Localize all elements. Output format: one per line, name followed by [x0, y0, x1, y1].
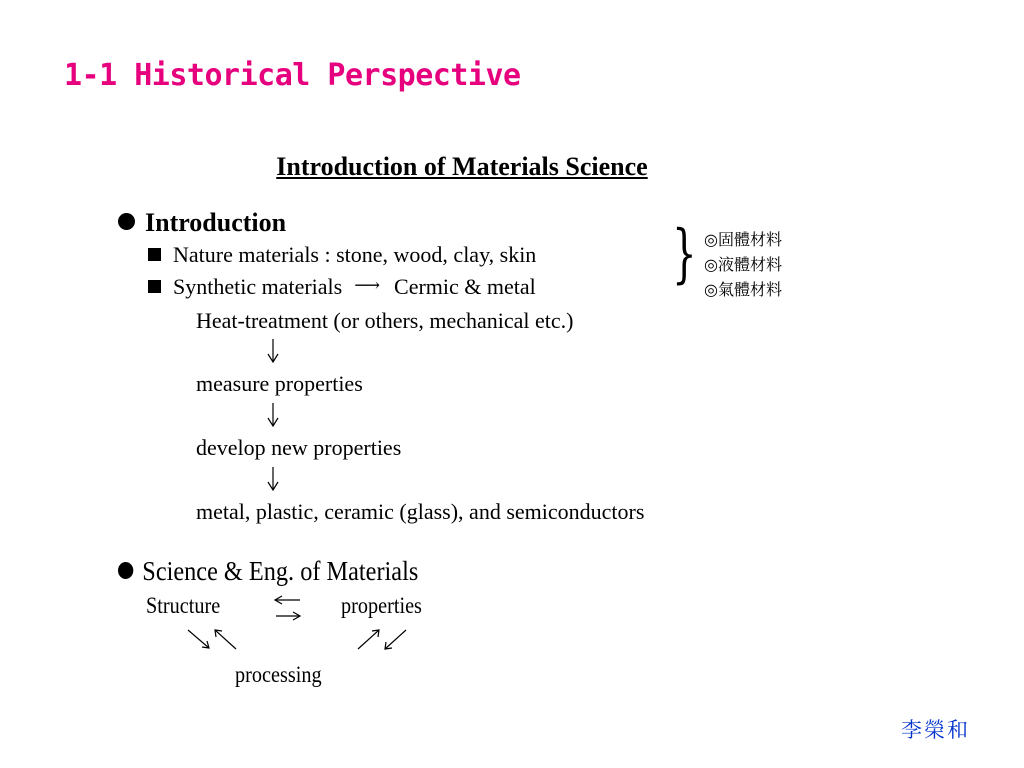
synthetic-result: Cermic & metal: [394, 274, 536, 299]
intro-heading-label: Introduction: [145, 208, 287, 237]
science-heading: [118, 556, 418, 587]
right-arrow-icon: ⟶: [354, 275, 381, 295]
science-heading-label: Science & Eng. of Materials: [142, 556, 419, 586]
state-solid: ◎固體材料: [704, 230, 782, 249]
list-item-label: Synthetic materials: [173, 274, 343, 299]
left-arrow-icon: [275, 596, 300, 604]
bullet-dot-icon: [118, 213, 135, 230]
flow-step-develop: develop new properties: [196, 435, 402, 460]
label-properties: properties: [341, 593, 422, 618]
diagonal-arrow-icon: [215, 630, 236, 649]
flow-step-heat-treatment: Heat-treatment (or others, mechanical etc.): [196, 308, 574, 333]
relationship-arrows: [180, 590, 420, 660]
flow-step-materials: metal, plastic, ceramic (glass), and semiconductors: [196, 499, 645, 524]
list-item-label: Nature materials : stone, wood, clay, skin: [173, 242, 537, 267]
diagonal-arrow-icon: [385, 630, 406, 649]
list-item-nature: [148, 242, 536, 268]
slide-subtitle: Introduction of Materials Science: [276, 152, 648, 181]
down-arrow-icon: [266, 402, 280, 428]
bullet-dot-icon: [118, 562, 133, 579]
state-liquid: ◎液體材料: [704, 255, 782, 274]
brace-icon: }: [672, 217, 697, 291]
square-bullet-icon: [148, 248, 161, 261]
diagonal-arrow-icon: [358, 630, 379, 649]
label-structure: Structure: [146, 593, 221, 618]
square-bullet-icon: [148, 280, 161, 293]
diagonal-arrow-icon: [188, 630, 209, 648]
state-gas: ◎氣體材料: [704, 280, 782, 299]
flow-step-measure: measure properties: [196, 371, 363, 396]
down-arrow-icon: [266, 338, 280, 364]
intro-heading: [118, 208, 286, 238]
slide-title: 1-1 Historical Perspective: [64, 58, 521, 93]
right-arrow-icon: [276, 612, 300, 620]
label-processing: processing: [235, 662, 322, 687]
author-signature: 李榮和: [901, 718, 970, 742]
down-arrow-icon: [266, 466, 280, 492]
list-item-synthetic: [148, 274, 536, 300]
